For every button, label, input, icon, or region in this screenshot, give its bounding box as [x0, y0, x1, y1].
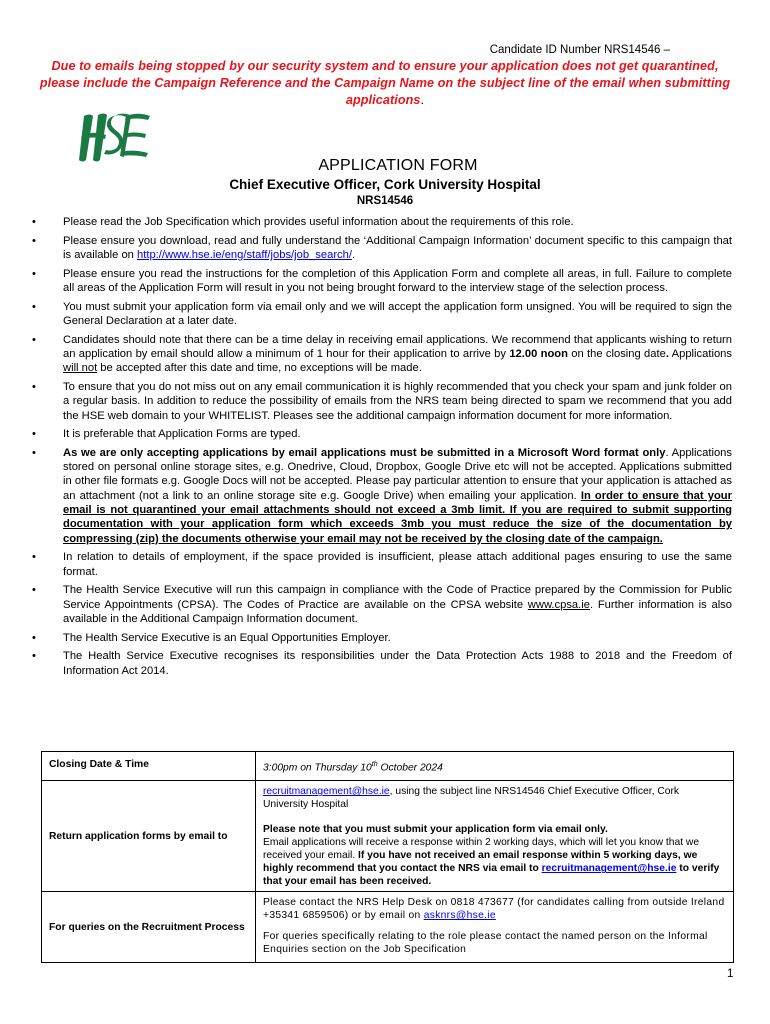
list-item	[32, 631, 732, 645]
list-item-text: To ensure that you do not miss out on any email communication it is highly recommended that you check your spam and junk folder on a regular basis. In addition to reduce the possibility of emails from the NRS team being directed to spam we recommend that you add the HSE web domain to your WHITELIST. Pleases see the additional campaign information document for more information.	[63, 380, 732, 422]
closing-date-value	[256, 752, 734, 781]
list-item	[32, 380, 732, 423]
list-item	[32, 333, 732, 376]
closing-date-label: Closing Date & Time	[42, 752, 256, 781]
return-note-text: Email applications will receive a response within 2 working days, which will let you know that we received your email.	[263, 837, 700, 862]
list-item-text: The Health Service Executive will run this campaign in compliance with the Code of Practice prepared by the Commission for Public Service Appointments (CPSA). The Codes of Practice are available on the CPSA website	[63, 584, 732, 611]
return-address-text: , using the subject line NRS14546 Chief Executive Officer, Cork University Hospital	[263, 786, 680, 811]
list-item-text: You must submit your application form via email only and we will accept the application form unsigned. You will be required to sign the General Declaration at a later date.	[63, 300, 732, 327]
info-table	[41, 751, 734, 963]
closing-date-text: October 2024	[377, 762, 443, 774]
hse-logo-text: HSE	[76, 110, 79, 111]
list-item	[32, 446, 732, 546]
helpdesk-text-part: Please contact the NRS Help Desk on 0818 473677 (for candidates calling from outside Ireland +35341 6859506) or by email on	[263, 897, 725, 922]
email-warning-text: Due to emails being stopped by our security system and to ensure your application does not get quarantined, please include the Campaign Reference and the Campaign Name on the subject line of the email when submitting applications	[39, 59, 731, 107]
list-item-text: The Health Service Executive recognises its responsibilities under the Data Protection Acts 1988 to 2018 and the Freedom of Information Act 2014.	[63, 650, 732, 677]
closing-date-sup: th	[371, 761, 378, 768]
list-item	[32, 267, 732, 296]
list-item	[32, 427, 732, 441]
email-warning-end: .	[420, 93, 425, 107]
list-item	[32, 583, 732, 626]
helpdesk-text	[263, 896, 727, 922]
list-item	[32, 215, 732, 229]
return-address	[263, 785, 727, 811]
list-item-text: be accepted after this date and time, no exceptions will be made.	[97, 362, 422, 375]
page-number: 1	[727, 968, 734, 980]
return-forms-value	[256, 781, 734, 892]
list-item-text: .	[665, 347, 669, 360]
role-queries-text: For queries specifically relating to the role please contact the named person on the Informal Enquiries section on the Job Specification	[263, 931, 708, 956]
list-item	[32, 649, 732, 678]
table-row	[42, 892, 734, 963]
closing-date-text: 3:00pm on Thursday 10	[263, 762, 372, 774]
list-item-text: . Applications stored on personal online storage sites, e.g. Onedrive, Cloud, Dropbox, Google Drive etc will not be accepted. Applications submitted in other file formats e.g. Google Docs will not be accepted. Please pay particular attention to ensure that your application is attached as an attachment (not a link to an online storage site e.g. Google Drive) when emailing your application.	[63, 446, 732, 502]
queries-value	[256, 892, 734, 963]
list-item-text: Please ensure you download, read and fully understand the ‘Additional Campaign Information’ document specific to this campaign that is available on	[63, 234, 732, 261]
list-item-text: As we are only accepting applications by email applications must be submitted in a Microsoft Word format only	[63, 446, 666, 459]
list-item-text: will not	[63, 362, 98, 375]
cpsa-link[interactable]: www.cpsa.ie	[527, 598, 590, 611]
return-note-bold: Please note that you must submit your application form via email only.	[263, 824, 608, 836]
return-forms-label: Return application forms by email to	[42, 781, 256, 892]
list-item	[32, 550, 732, 579]
form-title: APPLICATION FORM	[318, 157, 478, 174]
return-note-bold: to verify that your email has been received.	[263, 863, 720, 888]
job-search-link[interactable]: http://www.hse.ie/eng/staff/jobs/job_search/	[137, 248, 352, 261]
list-item	[32, 234, 732, 263]
list-item-text: on the closing date	[567, 347, 666, 360]
list-item-text: . Further information is also available in the Additional Campaign Information document.	[63, 598, 732, 625]
list-item-text: Candidates should note that there can be a time delay in receiving email applications. We recommend that applicants wishing to return an application by email should allow a minimum of 1 hour for their application to arrive by	[63, 333, 732, 360]
queries-label: For queries on the Recruitment Process	[42, 892, 256, 963]
deadline-time: 12.00 noon	[509, 347, 568, 360]
list-item-text: Applications	[668, 347, 732, 360]
position-title: Chief Executive Officer, Cork University Hospital	[229, 177, 541, 192]
recruitment-email-link[interactable]: recruitmanagement@hse.ie	[263, 786, 390, 798]
attachment-size-warning: In order to ensure that your email is not quarantined your email attachments should not exceed a 3mb limit. If you are required to submit supporting documentation with your application form which exceeds 3mb you must reduce the size of the documentation by compressing (zip) the documents otherwise your email may not be received by the closing date of the campaign.	[63, 489, 732, 545]
return-note	[263, 823, 727, 888]
return-note-bold: If you have not received an email response within 5 working days, we highly recommend that you contact the NRS via email to	[263, 850, 698, 875]
table-row	[42, 752, 734, 781]
list-item-text: In relation to details of employment, if the space provided is insufficient, please attach additional pages ensuring to use the same format.	[63, 551, 732, 578]
asknrs-email-link[interactable]: asknrs@hse.ie	[423, 910, 496, 922]
recruitment-email-link-2[interactable]: recruitmanagement@hse.ie	[541, 863, 677, 875]
list-item-text: Please ensure you read the instructions for the completion of this Application Form and complete all areas, in full. Failure to complete all areas of the Application Form will result in you not being brought forward to the interview stage of the selection process.	[63, 267, 732, 294]
list-item-text: .	[351, 248, 356, 261]
candidate-id: Candidate ID Number NRS14546 –	[489, 44, 670, 56]
list-item-text: It is preferable that Application Forms are typed.	[63, 428, 301, 441]
list-item-text: The Health Service Executive is an Equal Opportunities Employer.	[63, 631, 391, 644]
list-item-text: Please read the Job Specification which provides useful information about the requirements of this role.	[63, 216, 574, 228]
hse-logo	[76, 110, 152, 164]
instructions-list	[32, 215, 732, 682]
email-warning	[30, 58, 740, 109]
table-row	[42, 781, 734, 892]
campaign-reference: NRS14546	[356, 195, 414, 207]
list-item	[32, 300, 732, 329]
